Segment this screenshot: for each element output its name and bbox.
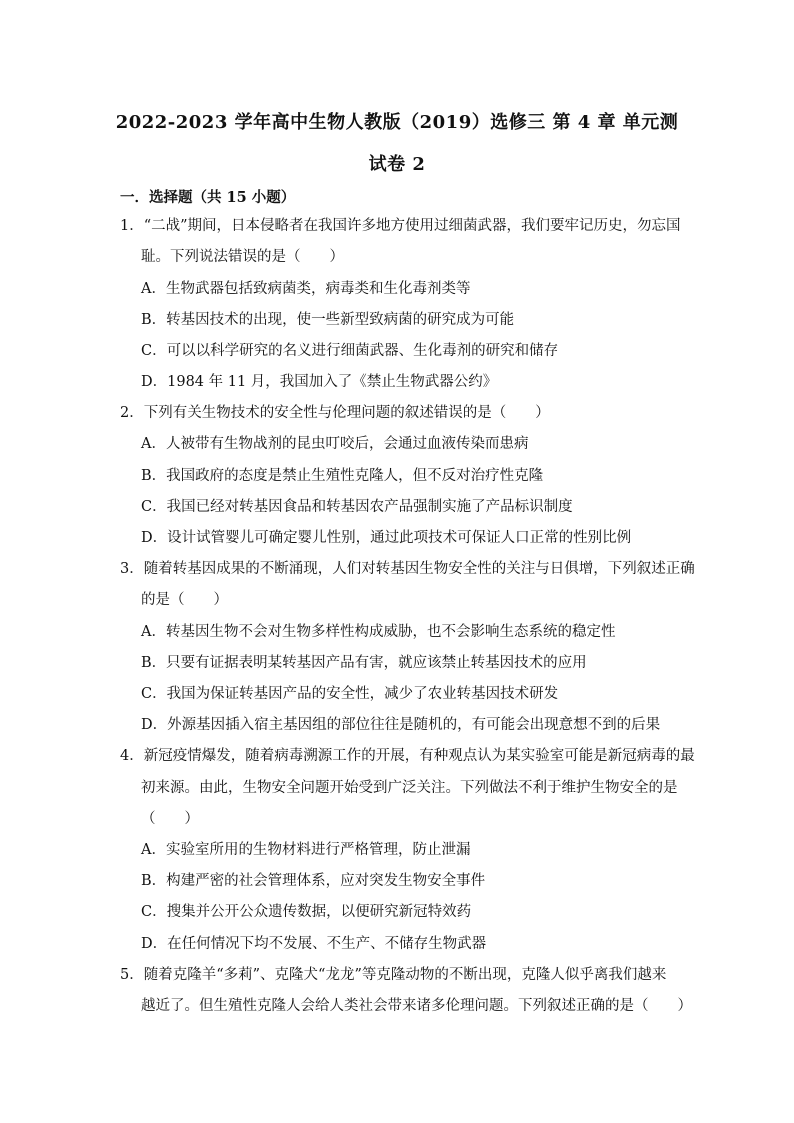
question-3-option-c: C．我国为保证转基因产品的安全性，减少了农业转基因技术研发 bbox=[141, 686, 559, 702]
question-3-option-d: D．外源基因插入宿主基因组的部位往往是随机的，有可能会出现意想不到的后果 bbox=[141, 717, 661, 733]
document-title-line-2: 试卷 2 bbox=[368, 154, 426, 175]
question-3-stem-line-1: 3．随着转基因成果的不断涌现，人们对转基因生物安全性的关注与日俱增，下列叙述正确 bbox=[120, 561, 695, 577]
question-5-stem-line-1: 5．随着克隆羊“多莉”、克隆犬“龙龙”等克隆动物的不断出现，克隆人似乎离我们越来 bbox=[120, 967, 667, 983]
question-1-option-b: B．转基因技术的出现，使一些新型致病菌的研究成为可能 bbox=[141, 312, 515, 328]
section-heading: 一．选择题（共 15 小题） bbox=[120, 189, 296, 206]
question-4-option-b: B．构建严密的社会管理体系，应对突发生物安全事件 bbox=[141, 873, 486, 889]
question-2-option-a: A．人被带有生物战剂的昆虫叮咬后，会通过血液传染而患病 bbox=[141, 436, 529, 452]
question-4-stem-line-3: （ ） bbox=[141, 811, 199, 827]
question-4-option-c: C．搜集并公开公众遗传数据，以便研究新冠特效药 bbox=[141, 904, 472, 920]
question-1-option-a: A．生物武器包括致病菌类，病毒类和生化毒剂类等 bbox=[141, 281, 471, 297]
question-1-stem-line-2: 耻。下列说法错误的是（ ） bbox=[141, 249, 344, 265]
question-4-option-d: D．在任何情况下均不发展、不生产、不储存生物武器 bbox=[141, 936, 487, 952]
question-3-option-b: B．只要有证据表明某转基因产品有害，就应该禁止转基因技术的应用 bbox=[141, 655, 587, 671]
question-2-option-c: C．我国已经对转基因食品和转基因农产品强制实施了产品标识制度 bbox=[141, 499, 573, 515]
question-5-stem-line-2: 越近了。但生殖性克隆人会给人类社会带来诸多伦理问题。下列叙述正确的是（ ） bbox=[141, 998, 692, 1014]
question-3-option-a: A．转基因生物不会对生物多样性构成威胁，也不会影响生态系统的稳定性 bbox=[141, 624, 616, 640]
question-2-stem-line-1: 2．下列有关生物技术的安全性与伦理问题的叙述错误的是（ ） bbox=[120, 405, 550, 421]
question-2-option-d: D．设计试管婴儿可确定婴儿性别，通过此项技术可保证人口正常的性别比例 bbox=[141, 530, 632, 546]
question-1-option-c: C．可以以科学研究的名义进行细菌武器、生化毒剂的研究和储存 bbox=[141, 343, 559, 359]
question-4-option-a: A．实验室所用的生物材料进行严格管理，防止泄漏 bbox=[141, 842, 471, 858]
question-3-stem-line-2: 的是（ ） bbox=[141, 592, 228, 608]
question-2-option-b: B．我国政府的态度是禁止生殖性克隆人，但不反对治疗性克隆 bbox=[141, 468, 544, 484]
question-1-option-d: D．1984 年 11 月，我国加入了《禁止生物武器公约》 bbox=[141, 374, 498, 390]
document-title-line-1: 2022-2023 学年高中生物人教版（2019）选修三 第 4 章 单元测 bbox=[115, 112, 679, 133]
question-4-stem-line-1: 4．新冠疫情爆发，随着病毒溯源工作的开展，有种观点认为某实验室可能是新冠病毒的最 bbox=[120, 748, 695, 764]
question-1-stem-line-1: 1．“二战”期间，日本侵略者在我国许多地方使用过细菌武器，我们要牢记历史，勿忘国 bbox=[120, 218, 681, 234]
question-4-stem-line-2: 初来源。由此，生物安全问题开始受到广泛关注。下列做法不利于维护生物安全的是 bbox=[141, 780, 678, 796]
